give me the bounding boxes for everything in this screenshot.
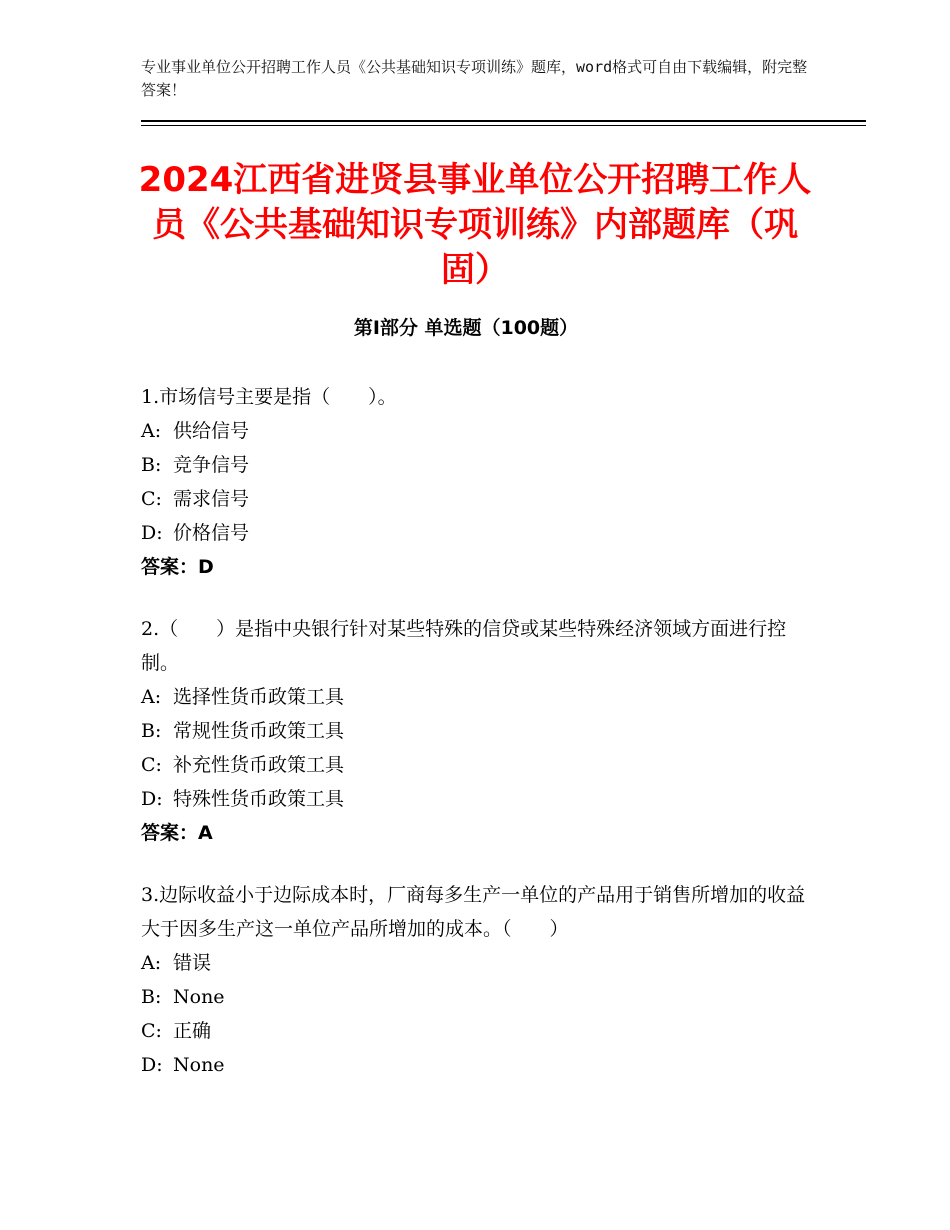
option-d (141, 782, 811, 816)
header-rule-thin (141, 125, 866, 126)
option-text: 错误 (173, 952, 212, 974)
option-text: 特殊性货币政策工具 (173, 788, 345, 810)
option-letter: A: (141, 952, 162, 974)
option-c (141, 482, 811, 516)
option-letter: C: (141, 488, 162, 510)
option-letter: B: (141, 720, 162, 742)
question-1 (141, 380, 811, 584)
question-stem: 1.市场信号主要是指（ ）。 (141, 386, 397, 408)
option-letter: B: (141, 454, 162, 476)
option-b (141, 980, 811, 1014)
option-letter: D: (141, 788, 163, 810)
option-text: 需求信号 (173, 488, 250, 510)
section-title: 第Ⅰ部分 单选题（100题） (353, 317, 579, 339)
option-text: 价格信号 (173, 522, 250, 544)
option-letter: D: (141, 1054, 163, 1076)
option-letter: A: (141, 420, 162, 442)
option-a (141, 414, 811, 448)
answer: 答案：A (141, 822, 213, 844)
question-2 (141, 612, 811, 850)
option-text: 常规性货币政策工具 (173, 720, 345, 742)
option-d (141, 516, 811, 550)
option-text: 供给信号 (173, 420, 250, 442)
option-letter: B: (141, 986, 162, 1008)
option-a (141, 946, 811, 980)
option-c (141, 1014, 811, 1048)
option-text: 补充性货币政策工具 (173, 754, 345, 776)
answer: 答案：D (141, 556, 214, 578)
document-title: 2024江西省进贤县事业单位公开招聘工作人员《公共基础知识专项训练》内部题库（巩固） (138, 160, 812, 290)
question-list (141, 380, 811, 1110)
option-text: 竞争信号 (173, 454, 250, 476)
option-c (141, 748, 811, 782)
option-text: 正确 (173, 1020, 212, 1042)
header-rule-thick (141, 120, 866, 122)
option-d (141, 1048, 811, 1082)
option-letter: C: (141, 1020, 162, 1042)
question-3 (141, 878, 811, 1082)
option-letter: D: (141, 522, 163, 544)
option-letter: A: (141, 686, 162, 708)
question-stem: 3.边际收益小于边际成本时，厂商每多生产一单位的产品用于销售所增加的收益大于因多生产这一单位产品所增加的成本。（ ） (141, 884, 806, 940)
option-text: 选择性货币政策工具 (173, 686, 345, 708)
option-text: None (173, 1054, 225, 1076)
option-text: None (173, 986, 225, 1008)
option-b (141, 714, 811, 748)
option-letter: C: (141, 754, 162, 776)
header-note: 专业事业单位公开招聘工作人员《公共基础知识专项训练》题库，word格式可自由下载编辑，附完整答案！ (141, 58, 808, 99)
option-a (141, 680, 811, 714)
option-b (141, 448, 811, 482)
question-stem: 2.（ ）是指中央银行针对某些特殊的信贷或某些特殊经济领域方面进行控制。 (141, 618, 787, 674)
